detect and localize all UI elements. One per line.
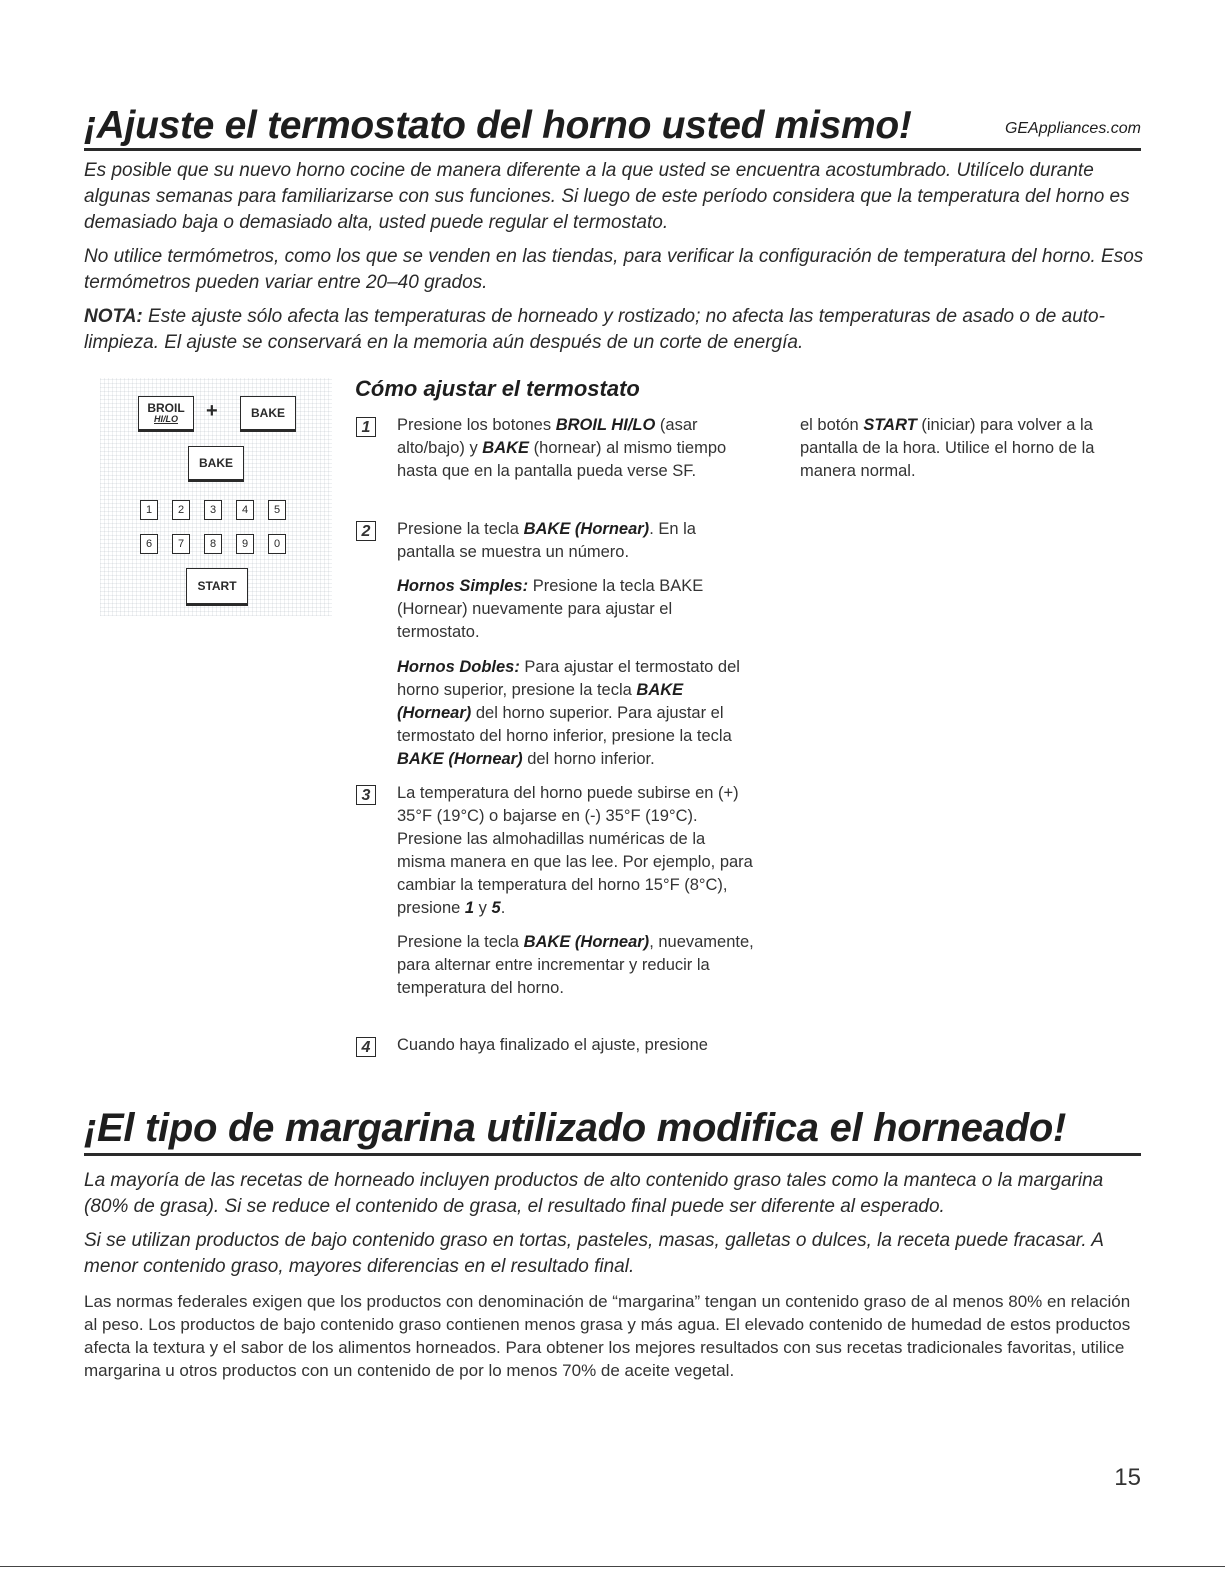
margarine-paragraph-3: Las normas federales exigen que los productos con denominación de “margarina” tengan un contenido graso de al menos 80% en relación al peso. Los productos de bajo contenido graso contienen menos grasa y más agua. El elevado contenido de humedad de estos productos afecta la textura y el sabor de los alimentos horneados. Para obtener los mejores resultados con sus recetas tradicionales favoritas, utilice margarina u otros productos con un contenido de por lo menos 70% de aceite vegetal. <box>84 1292 1131 1380</box>
bottom-rule <box>0 1566 1225 1567</box>
broil-hilo-key <box>138 396 194 430</box>
step-number-2: 2 <box>356 521 376 541</box>
double-ovens-label: Hornos Dobles: <box>397 658 520 676</box>
digit-key-1: 1 <box>140 500 158 520</box>
bake-key-top: BAKE <box>240 396 296 430</box>
double-ovens-paragraph: Hornos Dobles: Para ajustar el termostato del horno superior, presione la tecla BAKE (Hornear) del horno superior. Para ajustar el termostato del horno inferior, presione la tecla BAKE (Hornear) del horno inferior. <box>397 658 740 768</box>
page-number: 15 <box>1114 1464 1141 1491</box>
broil-label: BROIL <box>147 401 185 415</box>
note-text: Este ajuste sólo afecta las temperaturas de horneado y rostizado; no afecta las temperaturas de asado o de auto-limpieza. El ajuste se conservará en la memoria aún después de un corte de energía. <box>84 306 1105 353</box>
step-1-text: Presione los botones BROIL HI/LO (asar alto/bajo) y BAKE (hornear) al mismo tiempo hasta que en la pantalla pueda verse SF. <box>397 416 727 480</box>
hilo-label: HI/LO <box>154 414 178 424</box>
page-title: ¡Ajuste el termostato del horno usted mismo! <box>84 104 912 147</box>
step-3 <box>356 782 756 920</box>
digit-key-3: 3 <box>204 500 222 520</box>
step-number-1: 1 <box>356 417 376 437</box>
step-1 <box>356 414 756 483</box>
section-heading: Cómo ajustar el termostato <box>355 376 640 401</box>
step-4 <box>356 1034 756 1057</box>
digit-key-4: 4 <box>236 500 254 520</box>
digit-key-8: 8 <box>204 534 222 554</box>
step-2 <box>356 518 756 564</box>
digit-key-0: 0 <box>268 534 286 554</box>
single-ovens-paragraph: Hornos Simples: Presione la tecla BAKE (Hornear) nuevamente para ajustar el termostato. <box>397 577 704 641</box>
control-panel-illustration <box>100 378 332 616</box>
step-3-text: La temperatura del horno puede subirse en (+) 35°F (19°C) o bajarse en (-) 35°F (19°C). Presione las almohadillas numéricas de la misma manera en que las lee. Por ejemplo, para cambiar la temperatura del horno 15°F (8°C), presione 1 y 5. <box>397 784 753 917</box>
margarine-paragraph-2: Si se utilizan productos de bajo contenido graso en tortas, pasteles, masas, galletas o dulces, la receta puede fracasar. A menor contenido graso, mayores diferencias en el resultado final. <box>84 1230 1104 1277</box>
note-label: NOTA: <box>84 306 143 327</box>
margarine-paragraph-1: La mayoría de las recetas de horneado incluyen productos de alto contenido graso tales como la manteca o la margarina (80% de grasa). Si se reduce el contenido de grasa, el resultado final puede ser diferente al esperado. <box>84 1170 1104 1217</box>
bake-key: BAKE <box>188 446 244 480</box>
step-number-4: 4 <box>356 1037 376 1057</box>
step-4-text: Cuando haya finalizado el ajuste, presione <box>397 1036 708 1054</box>
step-number-3: 3 <box>356 785 376 805</box>
note-paragraph <box>84 304 1144 356</box>
digit-key-5: 5 <box>268 500 286 520</box>
step-2-text: Presione la tecla BAKE (Hornear). En la pantalla se muestra un número. <box>397 520 696 561</box>
margarine-rule <box>84 1153 1141 1156</box>
digit-key-9: 9 <box>236 534 254 554</box>
single-ovens-label: Hornos Simples: <box>397 577 529 595</box>
header-rule <box>84 148 1141 151</box>
plus-sign: + <box>206 400 218 422</box>
site-link[interactable]: GEAppliances.com <box>1004 120 1141 137</box>
margarine-title: ¡El tipo de margarina utilizado modifica el horneado! <box>84 1106 1066 1150</box>
start-key: START <box>186 568 248 604</box>
step-3-extra-paragraph: Presione la tecla BAKE (Hornear), nuevamente, para alternar entre incrementar y reducir la temperatura del horno. <box>397 933 754 997</box>
digit-key-7: 7 <box>172 534 190 554</box>
intro-paragraph-2: No utilice termómetros, como los que se venden en las tiendas, para verificar la configuración de temperatura del horno. Esos termómetros pueden variar entre 20–40 grados. <box>84 246 1144 293</box>
step-4-continuation: el botón START (iniciar) para volver a la pantalla de la hora. Utilice el horno de la manera normal. <box>800 416 1095 480</box>
digit-key-2: 2 <box>172 500 190 520</box>
intro-paragraph-1: Es posible que su nuevo horno cocine de manera diferente a la que usted se encuentra acostumbrado. Utilícelo durante algunas semanas para familiarizarse con sus funciones. Si luego de este período considera que la temperatura del horno es demasiado baja o demasiado alta, usted puede regular el termostato. <box>84 160 1130 233</box>
digit-key-6: 6 <box>140 534 158 554</box>
